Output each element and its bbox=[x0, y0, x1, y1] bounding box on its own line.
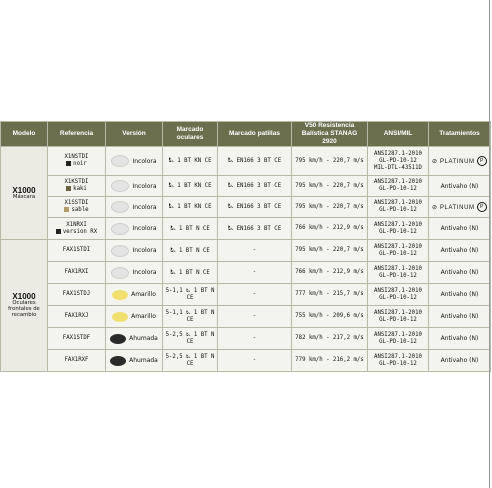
ce-mark: CE bbox=[201, 204, 212, 210]
version-label: Amarillo bbox=[131, 291, 156, 298]
col-marcado-oculares: Marcado oculares bbox=[163, 122, 218, 147]
referencia-color bbox=[50, 229, 103, 236]
model-name: X1000 bbox=[12, 292, 36, 301]
referencia-code: FAX1RXJ bbox=[64, 313, 89, 319]
ansi-mil-line: ANSI287.1-2010 bbox=[374, 200, 422, 206]
ansi-mil-cell bbox=[368, 147, 429, 176]
referencia-color bbox=[50, 186, 103, 193]
model-subtitle: Máscara bbox=[12, 193, 36, 200]
tratamiento-text: Antivaho (N) bbox=[440, 247, 479, 254]
shield-icon: ⛡ bbox=[227, 202, 234, 210]
marcado-patillas-text: EN166 3 BT bbox=[236, 158, 271, 164]
v50-cell: 755 km/h - 209,6 m/s bbox=[292, 306, 368, 328]
marcado-oculares-text: 5-2,5 ⛡ 1 BT N bbox=[165, 331, 215, 338]
ansi-mil-line: GL-PD-10-12 bbox=[379, 272, 417, 279]
ansi-mil-line: GL-PD-10-12 bbox=[379, 250, 417, 257]
tratamientos-cell bbox=[429, 147, 491, 176]
ce-mark: CE bbox=[270, 204, 282, 210]
marcado-patillas-cell bbox=[218, 350, 292, 372]
referencia-code: FAX1STDJ bbox=[62, 291, 91, 297]
model-name: X1000 bbox=[12, 185, 36, 195]
table-row bbox=[1, 328, 491, 350]
page-edge-line bbox=[489, 0, 490, 488]
ansi-mil-line: GL-PD-10-12 bbox=[379, 294, 417, 301]
marcado-oculares-cell bbox=[163, 147, 218, 176]
marcado-patillas-text: - bbox=[252, 291, 257, 297]
ce-mark: CE bbox=[201, 183, 212, 189]
version-cell bbox=[106, 218, 163, 240]
shield-icon: ⛡ bbox=[227, 156, 234, 164]
referencia-code: X1SSTDI bbox=[64, 200, 89, 206]
lens-icon bbox=[111, 245, 129, 257]
referencia-color-label: sable bbox=[71, 207, 89, 213]
marcado-patillas-text: - bbox=[252, 335, 257, 341]
referencia-color-label: version RX bbox=[62, 228, 98, 235]
ansi-mil-cell bbox=[368, 218, 429, 240]
version-cell bbox=[106, 147, 163, 176]
ansi-mil-line: ANSI287.1-2010 bbox=[374, 331, 422, 338]
spec-table bbox=[0, 121, 491, 372]
ce-mark: CE bbox=[270, 158, 282, 164]
ansi-mil-line: ANSI287.1-2010 bbox=[374, 287, 422, 294]
referencia-code: FAX1RXI bbox=[64, 269, 89, 275]
ansi-mil-line: GL-PD-10-12 bbox=[379, 338, 417, 345]
ce-mark: CE bbox=[201, 158, 212, 164]
version-cell bbox=[106, 197, 163, 218]
color-swatch bbox=[66, 186, 71, 191]
table-row bbox=[1, 284, 491, 306]
table-row bbox=[1, 197, 491, 218]
tratamientos-cell bbox=[429, 306, 491, 328]
tratamientos-cell bbox=[429, 176, 491, 197]
referencia-color-label: kaki bbox=[73, 186, 87, 192]
version-cell bbox=[106, 262, 163, 284]
version-cell bbox=[106, 350, 163, 372]
ce-mark: CE bbox=[199, 269, 210, 276]
referencia-color bbox=[50, 207, 103, 214]
referencia-cell bbox=[48, 218, 106, 240]
ansi-mil-line: ANSI287.1-2010 bbox=[374, 221, 422, 228]
col-modelo: Modelo bbox=[1, 122, 48, 147]
shield-icon: ⛡ bbox=[170, 267, 176, 276]
marcado-oculares-cell bbox=[163, 262, 218, 284]
table-row bbox=[1, 218, 491, 240]
spec-table-container bbox=[0, 121, 490, 372]
model-cell bbox=[1, 147, 48, 240]
tratamiento-text: Antivaho (N) bbox=[440, 313, 479, 320]
version-cell bbox=[106, 306, 163, 328]
referencia-color bbox=[50, 161, 103, 168]
table-row bbox=[1, 262, 491, 284]
tratamientos-cell bbox=[429, 197, 491, 218]
marcado-patillas-text: - bbox=[252, 313, 257, 319]
ansi-mil-line: GL-PD-10-12 bbox=[379, 316, 417, 323]
color-swatch bbox=[64, 207, 69, 212]
marcado-oculares-cell bbox=[163, 350, 218, 372]
ce-mark: CE bbox=[199, 225, 210, 232]
marcado-patillas-text: - bbox=[252, 269, 257, 275]
marcado-patillas-text: EN166 3 BT bbox=[236, 183, 271, 189]
ansi-mil-line: ANSI287.1-2010 bbox=[374, 179, 422, 185]
tratamiento-text: Antivaho (N) bbox=[440, 225, 479, 232]
marcado-patillas-cell bbox=[218, 176, 292, 197]
platinum-prefix-icon: ⊘ bbox=[432, 204, 440, 211]
marcado-patillas-cell bbox=[218, 262, 292, 284]
referencia-code: X1NSTDI bbox=[64, 154, 89, 160]
marcado-oculares-cell bbox=[163, 176, 218, 197]
marcado-patillas-text: - bbox=[252, 357, 257, 363]
platinum-p-icon: P bbox=[477, 202, 487, 212]
marcado-oculares-text: 5-2,5 ⛡ 1 BT N bbox=[165, 353, 215, 360]
marcado-patillas-text: EN166 3 BT bbox=[236, 225, 271, 232]
marcado-patillas-cell bbox=[218, 240, 292, 262]
referencia-cell bbox=[48, 284, 106, 306]
version-cell bbox=[106, 240, 163, 262]
marcado-oculares-text: 1 BT N bbox=[178, 225, 200, 232]
ansi-mil-cell bbox=[368, 328, 429, 350]
referencia-cell bbox=[48, 328, 106, 350]
tratamiento-text: Antivaho (N) bbox=[440, 182, 479, 190]
referencia-code: FAX1STDF bbox=[62, 335, 91, 341]
ce-mark: CE bbox=[186, 294, 194, 301]
table-row bbox=[1, 306, 491, 328]
tratamiento-text: Antivaho (N) bbox=[440, 335, 479, 342]
shield-icon: ⛡ bbox=[168, 181, 174, 189]
platinum-text: PLATINUM bbox=[439, 204, 475, 211]
v50-cell: 795 km/h - 220,7 m/s bbox=[292, 240, 368, 262]
referencia-code: X1NRXI bbox=[66, 221, 87, 228]
ansi-mil-line: ANSI287.1-2010 bbox=[374, 265, 422, 272]
shield-icon: ⛡ bbox=[170, 223, 176, 232]
version-label: Incolora bbox=[132, 203, 157, 211]
table-row bbox=[1, 176, 491, 197]
v50-cell: 766 km/h - 212,9 m/s bbox=[292, 262, 368, 284]
tratamientos-cell bbox=[429, 262, 491, 284]
marcado-oculares-cell bbox=[163, 306, 218, 328]
referencia-code: FAX1RXF bbox=[64, 357, 89, 363]
version-label: Incolora bbox=[132, 182, 157, 190]
shield-icon: ⛡ bbox=[168, 156, 174, 164]
ansi-mil-cell bbox=[368, 350, 429, 372]
lens-icon bbox=[111, 223, 129, 235]
marcado-oculares-text: 1 BT KN bbox=[177, 183, 202, 189]
ansi-mil-line: GL-PD-10-12 bbox=[379, 157, 417, 164]
ansi-mil-cell bbox=[368, 262, 429, 284]
marcado-oculares-cell bbox=[163, 240, 218, 262]
referencia-code: FAX1STDI bbox=[62, 247, 91, 253]
v50-cell: 766 km/h - 212,9 m/s bbox=[292, 218, 368, 240]
ansi-mil-line: GL-PD-10-12 bbox=[379, 186, 417, 192]
lens-icon bbox=[111, 180, 129, 192]
referencia-code: X1KSTDI bbox=[64, 179, 89, 185]
marcado-patillas-cell bbox=[218, 284, 292, 306]
color-swatch bbox=[56, 229, 61, 234]
ansi-mil-cell bbox=[368, 306, 429, 328]
ansi-mil-line: GL-PD-10-12 bbox=[379, 228, 417, 235]
marcado-oculares-text: 5-1,1 ⛡ 1 BT N bbox=[165, 287, 215, 294]
lens-icon bbox=[112, 312, 128, 322]
v50-cell: 795 km/h - 220,7 m/s bbox=[292, 176, 368, 197]
marcado-oculares-cell bbox=[163, 328, 218, 350]
lens-icon bbox=[110, 356, 126, 366]
marcado-oculares-cell bbox=[163, 197, 218, 218]
lens-icon bbox=[111, 267, 129, 279]
marcado-patillas-text: - bbox=[252, 247, 257, 253]
version-cell bbox=[106, 328, 163, 350]
shield-icon: ⛡ bbox=[168, 202, 174, 210]
col-tratamientos: Tratamientos bbox=[429, 122, 491, 147]
marcado-patillas-cell bbox=[218, 197, 292, 218]
table-row bbox=[1, 350, 491, 372]
version-label: Ahumada bbox=[129, 335, 158, 342]
referencia-cell bbox=[48, 306, 106, 328]
platinum-prefix-icon: ⊘ bbox=[432, 158, 440, 165]
marcado-oculares-text: 1 BT KN bbox=[177, 204, 202, 210]
version-label: Incolora bbox=[132, 157, 157, 165]
marcado-patillas-cell bbox=[218, 218, 292, 240]
lens-icon bbox=[110, 334, 126, 344]
lens-icon bbox=[111, 201, 129, 213]
shield-icon: ⛡ bbox=[227, 223, 234, 232]
shield-icon: ⛡ bbox=[227, 181, 234, 189]
ansi-mil-line: MIL-DTL-43511D bbox=[374, 164, 422, 171]
v50-cell: 779 km/h - 216,2 m/s bbox=[292, 350, 368, 372]
ce-mark: CE bbox=[199, 247, 210, 254]
tratamiento-text: Antivaho (N) bbox=[440, 291, 479, 298]
v50-cell: 777 km/h - 215,7 m/s bbox=[292, 284, 368, 306]
table-row bbox=[1, 147, 491, 176]
referencia-cell bbox=[48, 197, 106, 218]
table-row bbox=[1, 240, 491, 262]
marcado-oculares-text: 1 BT KN bbox=[177, 158, 202, 164]
v50-cell: 795 km/h - 220,7 m/s bbox=[292, 197, 368, 218]
marcado-oculares-text: 1 BT N bbox=[178, 269, 200, 276]
v50-cell: 795 km/h - 220,7 m/s bbox=[292, 147, 368, 176]
referencia-color-label: noir bbox=[73, 161, 87, 167]
marcado-patillas-text: EN166 3 BT bbox=[236, 204, 271, 210]
tratamientos-cell bbox=[429, 284, 491, 306]
tratamientos-cell bbox=[429, 240, 491, 262]
tratamientos-cell bbox=[429, 218, 491, 240]
marcado-oculares-text: 1 BT N bbox=[178, 247, 200, 254]
ansi-mil-line: ANSI287.1-2010 bbox=[374, 150, 422, 157]
col-referencia: Referencia bbox=[48, 122, 106, 147]
referencia-cell bbox=[48, 240, 106, 262]
ansi-mil-line: GL-PD-10-12 bbox=[379, 360, 417, 367]
marcado-oculares-cell bbox=[163, 218, 218, 240]
ce-mark: CE bbox=[186, 338, 194, 345]
tratamientos-cell bbox=[429, 350, 491, 372]
ansi-mil-cell bbox=[368, 240, 429, 262]
version-label: Incolora bbox=[132, 269, 157, 276]
ansi-mil-line: ANSI287.1-2010 bbox=[374, 243, 422, 250]
version-label: Amarillo bbox=[131, 313, 156, 320]
col-marcado-patillas: Marcado patillas bbox=[218, 122, 292, 147]
marcado-oculares-cell bbox=[163, 284, 218, 306]
referencia-cell bbox=[48, 176, 106, 197]
platinum-p-icon: P bbox=[477, 156, 487, 166]
platinum-logo bbox=[432, 159, 487, 165]
version-cell bbox=[106, 176, 163, 197]
table-body bbox=[1, 147, 491, 372]
tratamientos-cell bbox=[429, 328, 491, 350]
referencia-cell bbox=[48, 350, 106, 372]
ce-mark: CE bbox=[270, 225, 282, 232]
tratamiento-text: Antivaho (N) bbox=[440, 269, 479, 276]
ce-mark: CE bbox=[186, 360, 194, 367]
marcado-patillas-cell bbox=[218, 306, 292, 328]
shield-icon: ⛡ bbox=[170, 245, 176, 254]
marcado-patillas-cell bbox=[218, 147, 292, 176]
version-cell bbox=[106, 284, 163, 306]
referencia-cell bbox=[48, 262, 106, 284]
color-swatch bbox=[66, 161, 71, 166]
lens-icon bbox=[111, 155, 129, 167]
version-label: Ahumada bbox=[129, 357, 158, 364]
tratamiento-text: Antivaho (N) bbox=[440, 357, 479, 364]
platinum-text: PLATINUM bbox=[439, 158, 475, 165]
ce-mark: CE bbox=[186, 316, 194, 323]
col-v50: V50 Resistencia Balística STANAG 2920 bbox=[292, 122, 368, 147]
version-label: Incolora bbox=[132, 247, 157, 254]
ansi-mil-cell bbox=[368, 284, 429, 306]
lens-icon bbox=[112, 290, 128, 300]
marcado-patillas-cell bbox=[218, 328, 292, 350]
ansi-mil-line: ANSI287.1-2010 bbox=[374, 353, 422, 360]
model-cell bbox=[1, 240, 48, 372]
marcado-oculares-text: 5-1,1 ⛡ 1 BT N bbox=[165, 309, 215, 316]
v50-cell: 782 km/h - 217,2 m/s bbox=[292, 328, 368, 350]
ansi-mil-line: ANSI287.1-2010 bbox=[374, 309, 422, 316]
model-subtitle: Oculares frontales de recambio bbox=[8, 300, 40, 318]
referencia-cell bbox=[48, 147, 106, 176]
ansi-mil-line: GL-PD-10-12 bbox=[379, 207, 417, 213]
ansi-mil-cell bbox=[368, 197, 429, 218]
col-version: Versión bbox=[106, 122, 163, 147]
header-row bbox=[1, 122, 491, 147]
ansi-mil-cell bbox=[368, 176, 429, 197]
version-label: Incolora bbox=[132, 225, 157, 232]
col-ansi-mil: ANSI/MIL bbox=[368, 122, 429, 147]
ce-mark: CE bbox=[270, 183, 282, 189]
platinum-logo bbox=[432, 205, 487, 211]
